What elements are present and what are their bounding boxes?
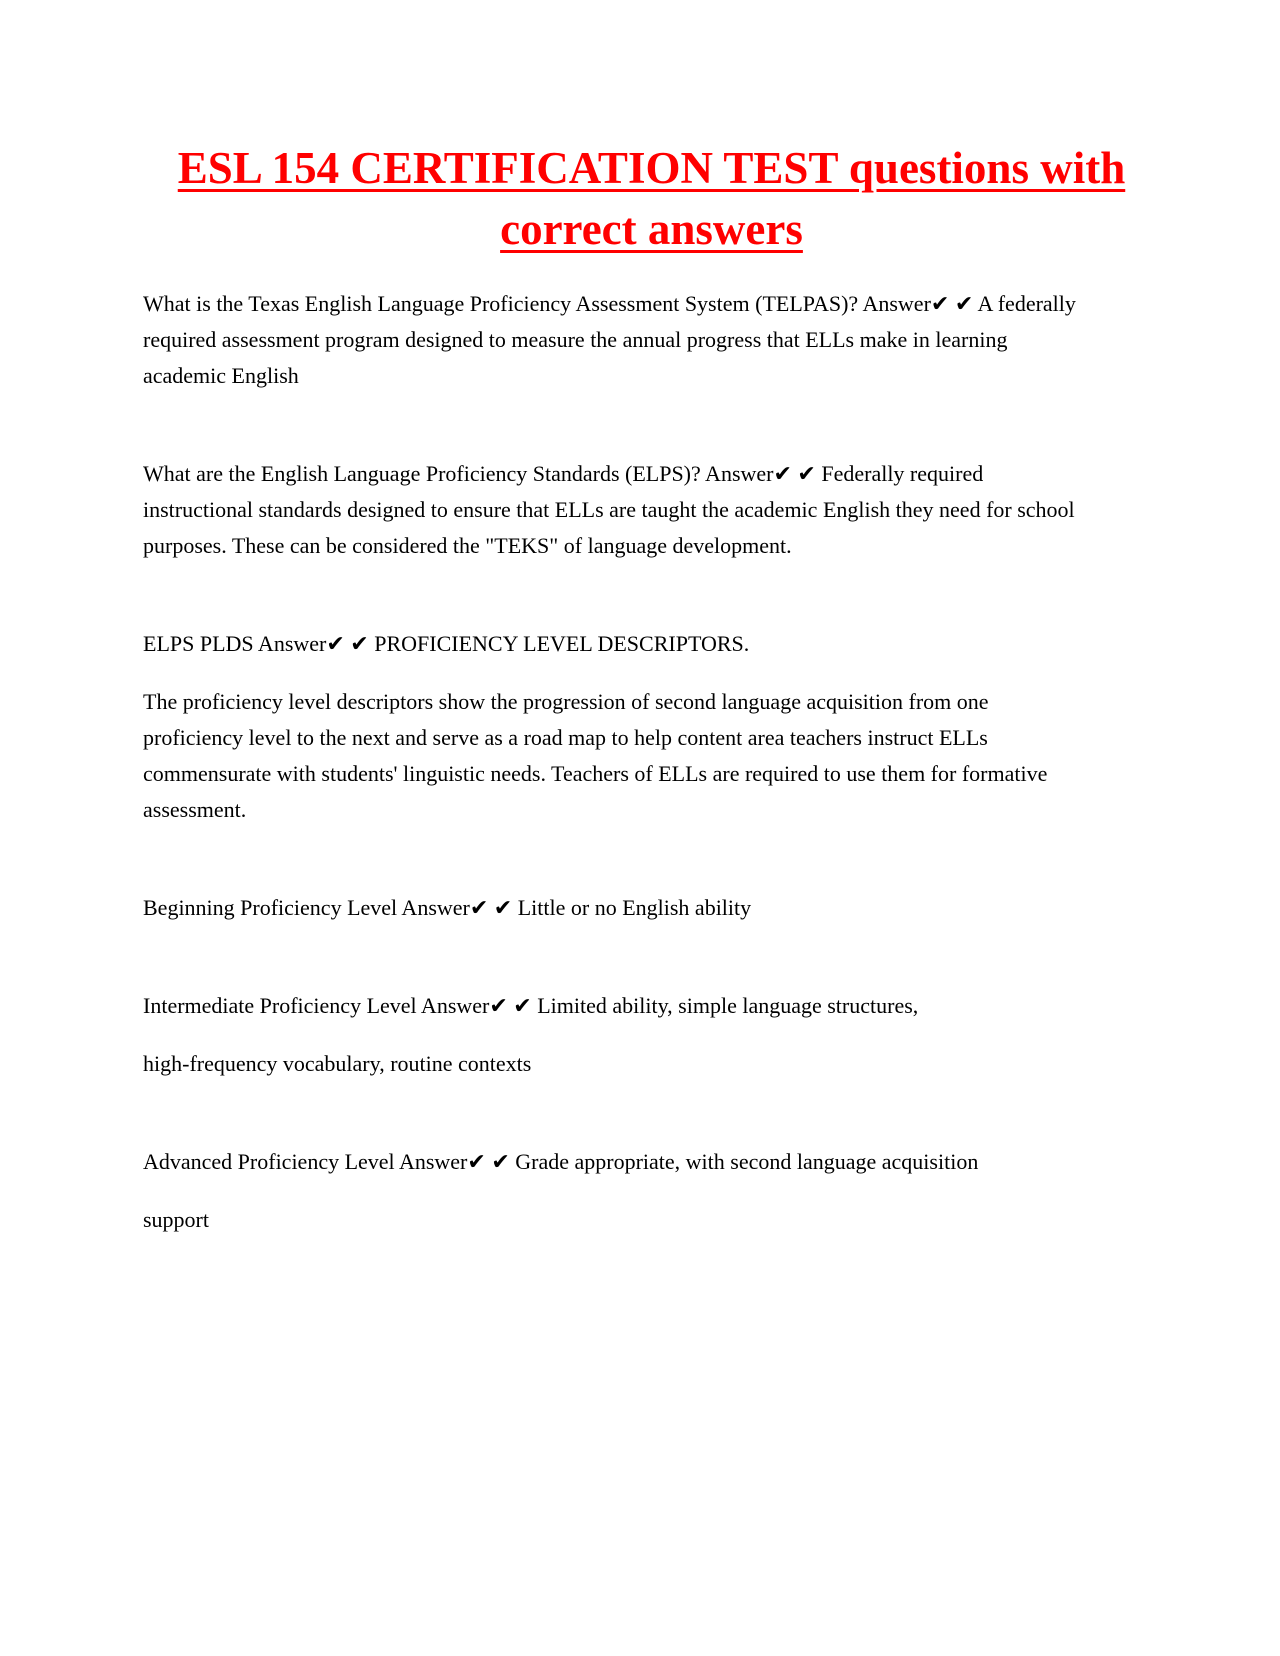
qa-paragraph-intermediate-level-continued: high-frequency vocabulary, routine contexts xyxy=(143,1050,532,1076)
qa-paragraph-intermediate-level: Intermediate Proficiency Level Answer✔ ✔ Limited ability, simple language structures, xyxy=(143,992,919,1018)
qa-paragraph-telpas-question: What is the Texas English Language Proficiency Assessment System (TELPAS)? Answer✔ ✔ A federally required assessment program designed to measure the annual progress that ELLs make in learning academic English xyxy=(143,290,1076,388)
document-title: ESL 154 CERTIFICATION TEST questions with correct answers xyxy=(177,143,1126,254)
qa-paragraph-elps-question: What are the English Language Proficiency Standards (ELPS)? Answer✔ ✔ Federally required instructional standards designed to ensure that ELLs are taught the academic English they need for school purposes. These can be considered the "TEKS" of language development. xyxy=(143,460,1075,558)
qa-paragraph-elps-plds: ELPS PLDS Answer✔ ✔ PROFICIENCY LEVEL DESCRIPTORS. xyxy=(143,630,750,656)
qa-paragraph-advanced-level-continued: support xyxy=(143,1206,209,1232)
qa-paragraph-advanced-level: Advanced Proficiency Level Answer✔ ✔ Grade appropriate, with second language acquisition xyxy=(143,1148,979,1174)
qa-paragraph-plds-description: The proficiency level descriptors show the progression of second language acquisition from one proficiency level to the next and serve as a road map to help content area teachers instruct ELLs commensurate with students' linguistic needs. Teachers of ELLs are required to use them for formative assessment. xyxy=(143,688,1048,822)
qa-paragraph-beginning-level: Beginning Proficiency Level Answer✔ ✔ Little or no English ability xyxy=(143,894,752,920)
